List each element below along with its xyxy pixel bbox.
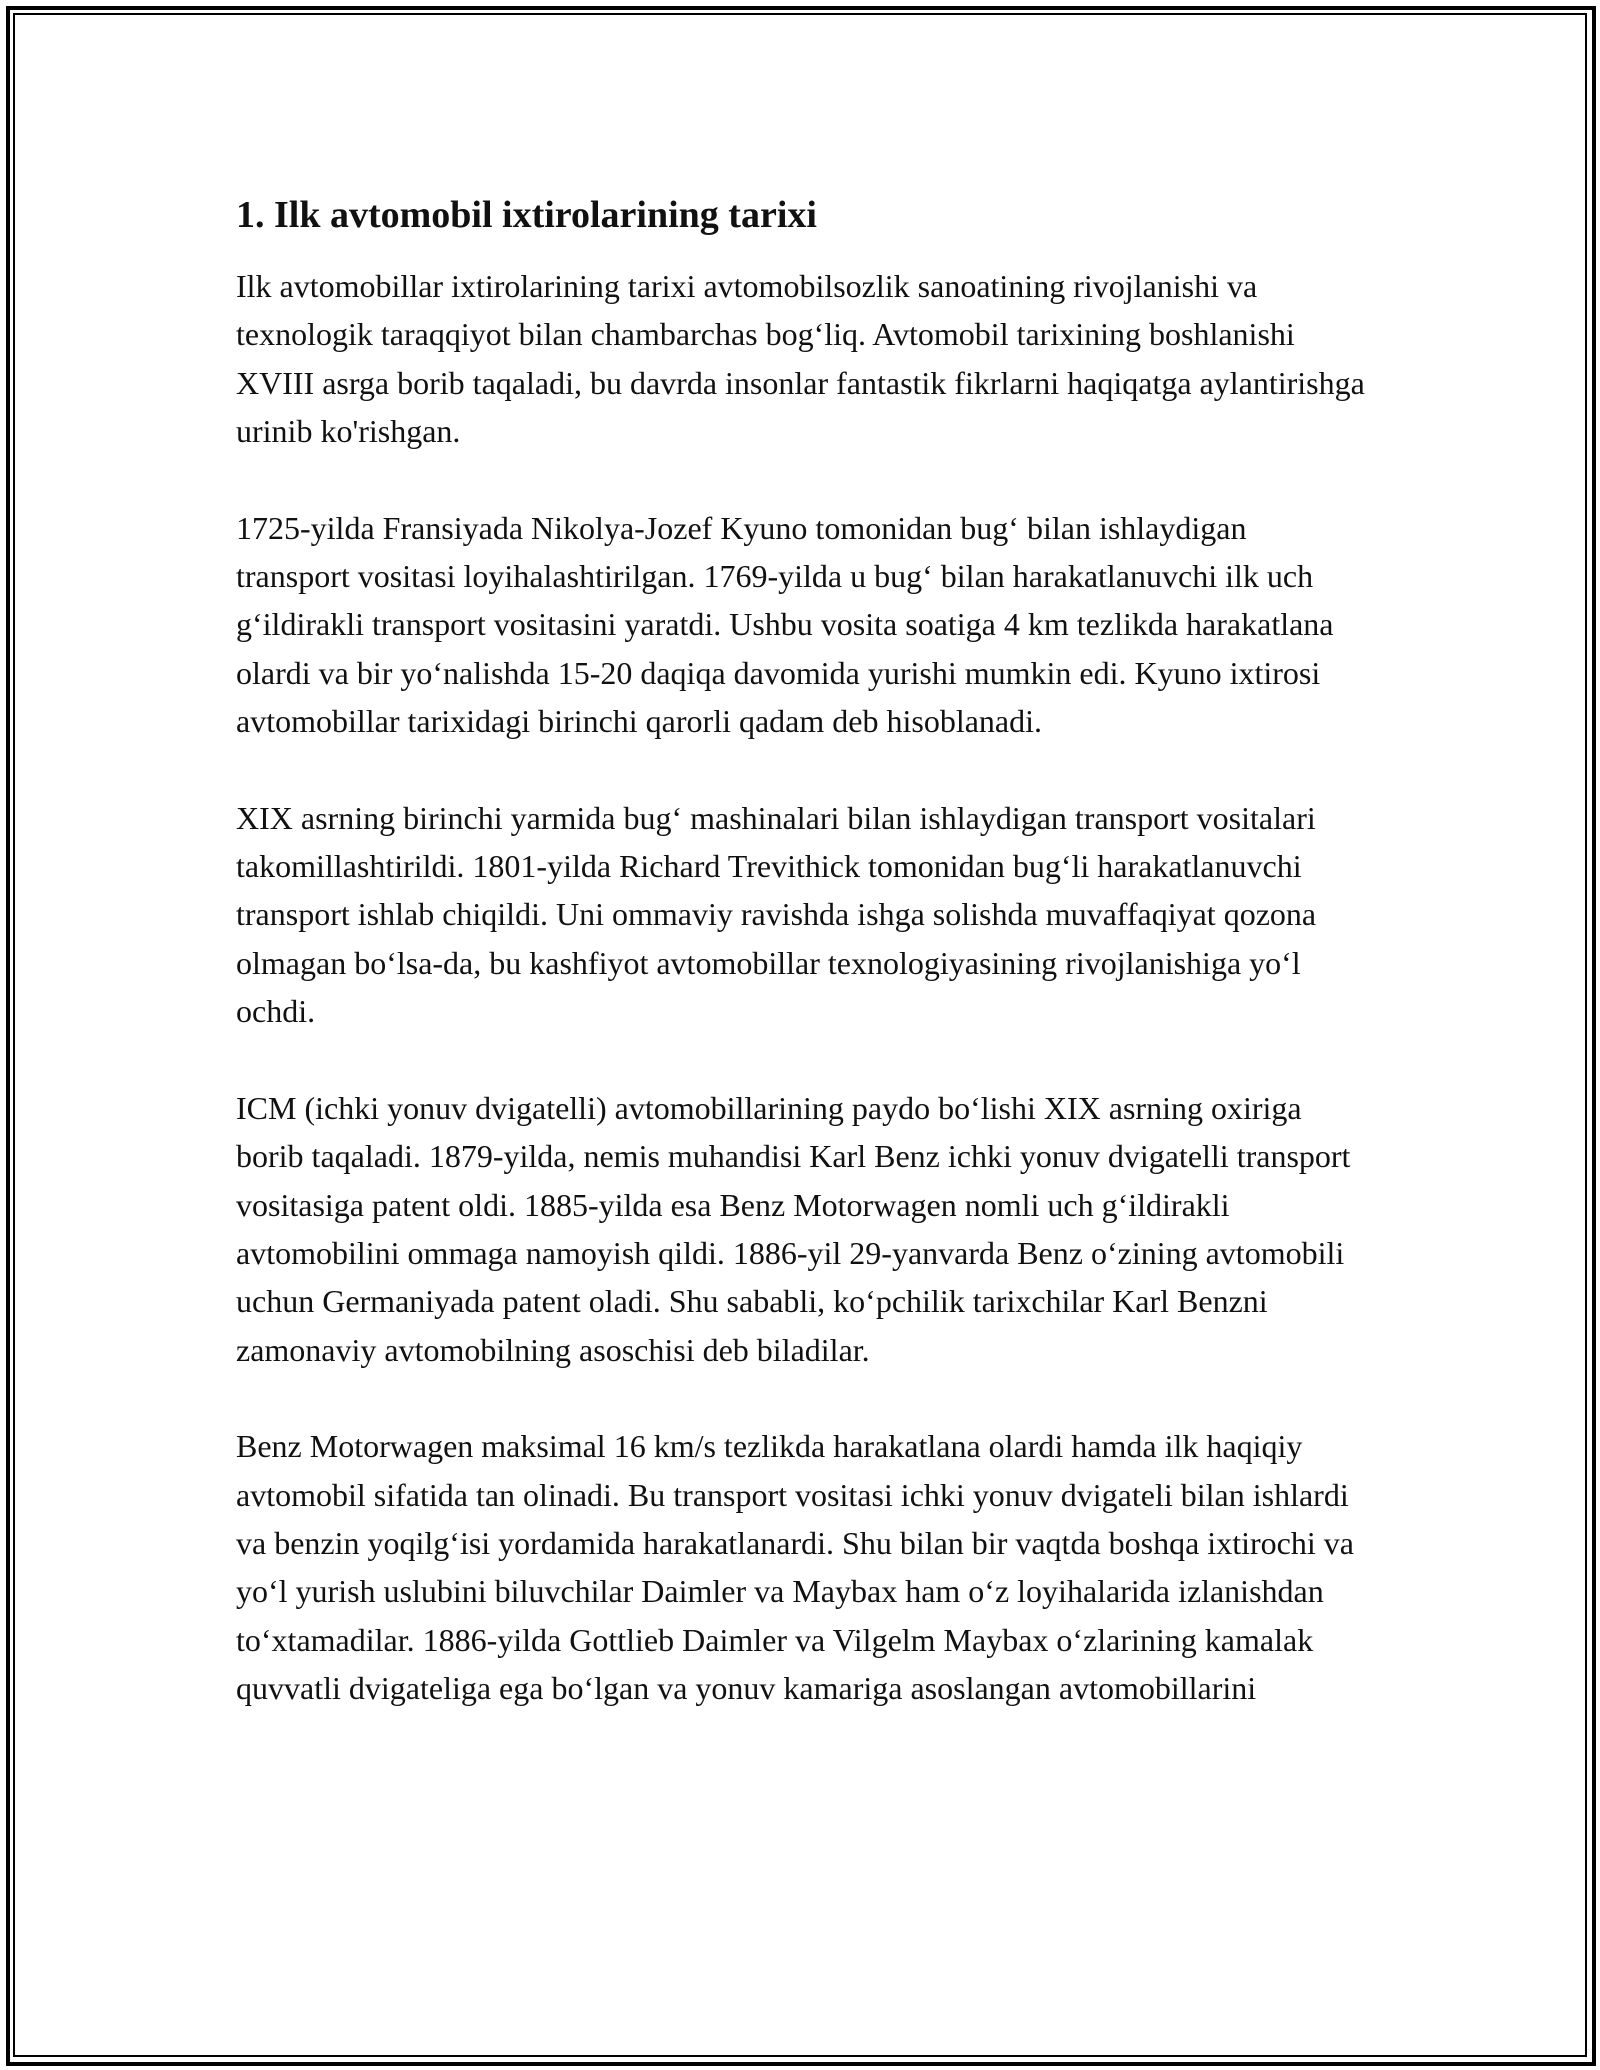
paragraph-1: Ilk avtomobillar ixtirolarining tarixi avtomobilsozlik sanoatining rivojlanishi va texnologik taraqqiyot bilan chambarchas bog‘liq. Avtomobil tarixining boshlanishi XVIII asrga borib taqaladi, bu davrda insonlar fantastik fikrlarni haqiqatga aylantirishga urinib ko'rishgan.	[236, 268, 1365, 450]
paragraph-3: XIX asrning birinchi yarmida bug‘ mashinalari bilan ishlaydigan transport vositalari takomillashtirildi. 1801-yilda Richard Trevithick tomonidan bug‘li harakatlanuvchi transport ishlab chiqildi. Uni ommaviy ravishda ishga solishda muvaffaqiyat qozona olmagan bo‘lsa-da, bu kashfiyot avtomobillar texnologiyasining rivojlanishiga yo‘l ochdi.	[236, 799, 1317, 1030]
section-title: 1. Ilk avtomobil ixtirolarining tarixi	[236, 194, 817, 236]
document-body	[236, 190, 1366, 1761]
paragraph-4: ICM (ichki yonuv dvigatelli) avtomobillarining paydo bo‘lishi XIX asrning oxiriga borib taqaladi. 1879-yilda, nemis muhandisi Karl Benz ichki yonuv dvigatelli transport vositasiga patent oldi. 1885-yilda esa Benz Motorwagen nomli uch g‘ildirakli avtomobilini ommaga namoyish qildi. 1886-yil 29-yanvarda Benz o‘zining avtomobili uchun Germaniyada patent oladi. Shu sababli, ko‘pchilik tarixchilar Karl Benzni zamonaviy avtomobilning asoschisi deb biladilar.	[236, 1089, 1351, 1368]
paragraph-5: Benz Motorwagen maksimal 16 km/s tezlikda harakatlana olardi hamda ilk haqiqiy avtomobil sifatida tan olinadi. Bu transport vositasi ichki yonuv dvigateli bilan ishlardi va benzin yoqilg‘isi yordamida harakatlanardi. Shu bilan bir vaqtda boshqa ixtirochi va yo‘l yurish uslubini biluvchilar Daimler va Maybax ham o‘z loyihalarida izlanishdan to‘xtamadilar. 1886-yilda Gottlieb Daimler va Vilgelm Maybax o‘zlarining kamalak quvvatli dvigateliga ega bo‘lgan va yonuv kamariga asoslangan avtomobillarini	[236, 1428, 1354, 1707]
paragraph-2: 1725-yilda Fransiyada Nikolya-Jozef Kyuno tomonidan bug‘ bilan ishlaydigan transport vositasi loyihalashtirilgan. 1769-yilda u bug‘ bilan harakatlanuvchi ilk uch g‘ildirakli transport vositasini yaratdi. Ushbu vosita soatiga 4 km tezlikda harakatlana olardi va bir yo‘nalishda 15-20 daqiqa davomida yurishi mumkin edi. Kyuno ixtirosi avtomobillar tarixidagi birinchi qarorli qadam deb hisoblanadi.	[236, 509, 1334, 740]
